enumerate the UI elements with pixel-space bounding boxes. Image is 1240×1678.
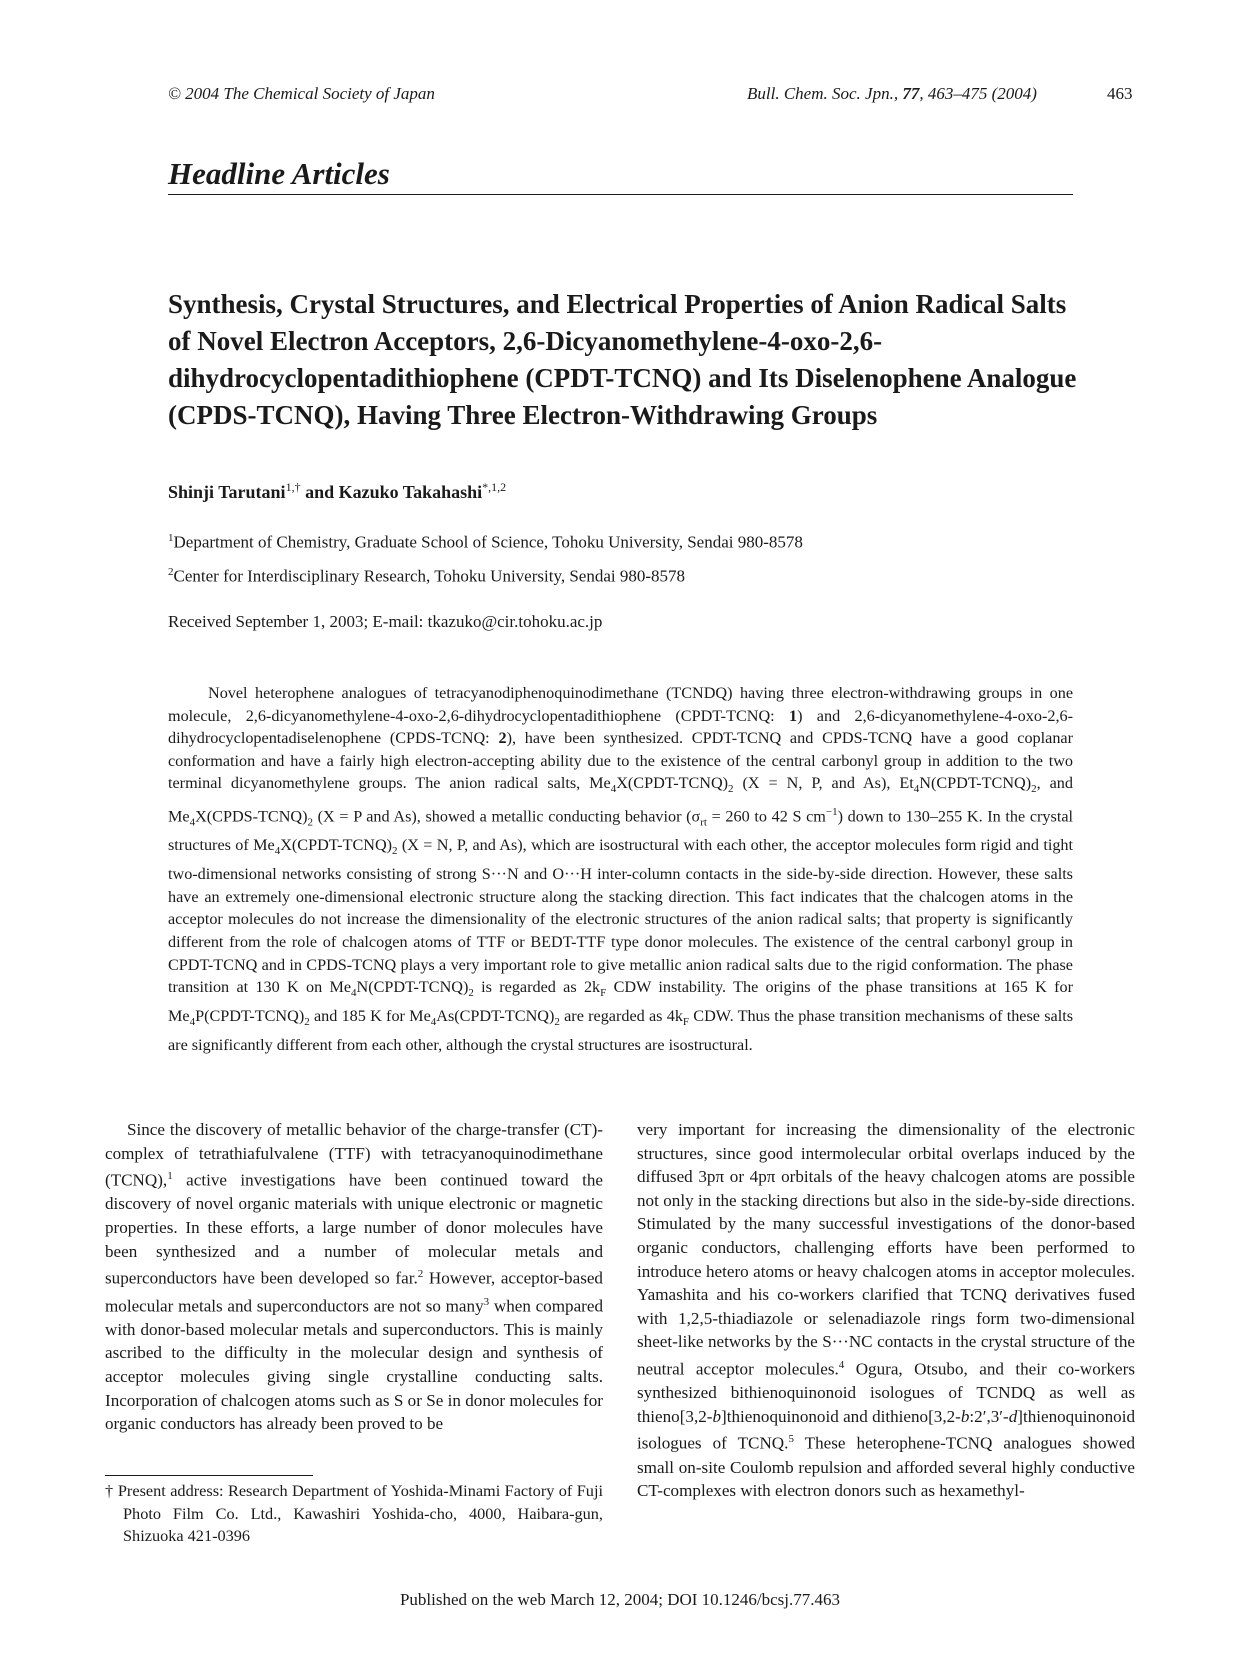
publication-doi-line: Published on the web March 12, 2004; DOI 10.1246/bcsj.77.463 <box>399 1590 841 1609</box>
page-number: 463 <box>1107 84 1133 103</box>
abstract: Novel heterophene analogues of tetracyanodiphenoquinodimethane (TCNDQ) having three electron-withdrawing groups in one molecule, 2,6-dicyanomethylene-4-oxo-2,6-dihydrocyclopentadithiophene (CPDT-TCNQ: 1) and 2,6-dicyanomethylene-4-oxo-2,6-dihydrocyclopentadiselenophene (CPDS-TCNQ: 2), have been synthesized. CPDT-TCNQ and CPDS-TCNQ have a good coplanar conformation and have a fairly high electron-accepting ability due to the existence of the central carbonyl group in addition to the two terminal dicyanomethylene groups. The anion radical salts, $Me_4X(CPDT-TCNQ)_2$ (X = N, P, and As), $Et_4N(CPDT-TCNQ)_2$, and $Me_4X(CPDS-TCNQ)_2$ (X = P and As), showed a metallic conducting behavior ($\sigma_{rt} = 260$ to 42 S $cm^{-1}$) down to 130–255 K. In the crystal structures of $Me_4X(CPDT-TCNQ)_2$ (X = N, P, and As), which are isostructural with each other, the acceptor molecules form rigid and tight two-dimensional networks consisting of strong S···N and O···H inter-column contacts in the side-by-side direction. However, these salts have an extremely one-dimensional electronic structure along the stacking direction. This fact indicates that the chalcogen atoms in the acceptor molecules do not increase the dimensionality of the electronic structures of the anion radical salts; that property is significantly different from the role of chalcogen atoms of TTF or BEDT-TTF type donor molecules. The existence of the central carbonyl group in CPDT-TCNQ and in CPDS-TCNQ plays a very important role to give metallic anion radical salts due to the rigid conformation. The phase transition at 130 K on $Me_4N(CPDT-TCNQ)_2$ is regarded as $2k_F$ CDW instability. The origins of the phase transitions at 165 K for $Me_4P(CPDT-TCNQ)_2$ and 185 K for $Me_4As(CPDT-TCNQ)_2$ are regarded as $4k_F$ CDW. Thus the phase transition mechanisms of these salts are significantly different from each other, although the crystal structures are isostructural. <box>168 684 1074 1054</box>
footnote: † Present address: Research Department of Yoshida-Minami Factory of Fuji Photo Film Co. Ltd., Kawashiri Yoshida-cho, 4000, Haibara-gun, Shizuoka 421-0396 <box>105 1481 603 1546</box>
affiliation-1: $^1$Department of Chemistry, Graduate School of Science, Tohoku University, Sendai 980-8578 <box>168 532 803 552</box>
author-list: Shinji Tarutani$^{1,\dagger}$ and Kazuko Takahashi$^{*,1,2}$ <box>168 480 507 502</box>
received-date-email: Received September 1, 2003; E-mail: tkazuko@cir.tohoku.ac.jp <box>168 612 603 631</box>
journal-citation: Bull. Chem. Soc. Jpn., 77, 463–475 (2004) <box>747 84 1037 103</box>
copyright-notice: © 2004 The Chemical Society of Japan <box>168 84 435 103</box>
body-column-left: Since the discovery of metallic behavior of the charge-transfer (CT)-complex of tetrathiafulvalene (TTF) with tetracyanoquinodimethane (TCNQ),$^1$ active investigations have been continued toward the discovery of novel organic materials with unique electronic or magnetic properties. In these efforts, a large number of donor molecules have been synthesized and a number of molecular metals and superconductors have been developed so far.$^2$ However, acceptor-based molecular metals and superconductors are not so many$^3$ when compared with donor-based molecular metals and superconductors. This is mainly ascribed to the difficulty in the molecular design and synthesis of acceptor molecules giving single crystalline conducting salts. Incorporation of chalcogen atoms such as S or Se in donor molecules for organic conductors has already been proved to be <box>105 1120 603 1434</box>
article-title: Synthesis, Crystal Structures, and Electrical Properties of Anion Radical Salts of Novel Electron Acceptors, 2,6-Dicyanomethylene-4-oxo-2,6-dihydrocyclopentadithiophene (CPDT-TCNQ) and Its Diselenophene Analogue (CPDS-TCNQ), Having Three Electron-Withdrawing Groups <box>168 289 1077 430</box>
body-column-right: very important for increasing the dimensionality of the electronic structures, since good intermolecular orbital overlaps induced by the diffused 3pπ or 4pπ orbitals of the heavy chalcogen atoms are possible not only in the stacking directions but also in the side-by-side directions. Stimulated by the many successful investigations of the donor-based organic conductors, challenging efforts have been performed to introduce hetero atoms or heavy chalcogen atoms in acceptor molecules. Yamashita and his co-workers clarified that TCNQ derivatives fused with 1,2,5-thiadiazole or selenadiazole rings form two-dimensional sheet-like networks by the S···NC contacts in the crystal structure of the neutral acceptor molecules.$^4$ Ogura, Otsubo, and their co-workers synthesized bithienoquinonoid isologues of TCNDQ as well as thieno[3,2-b]thienoquinonoid and dithieno[3,2-b:2′,3′-d]thienoquinonoid isologues of TCNQ.$^5$ These heterophene-TCNQ analogues showed small on-site Coulomb repulsion and afforded several highly conductive CT-complexes with electron donors such as hexamethyl- <box>637 1120 1135 1501</box>
section-heading: Headline Articles <box>168 156 1073 195</box>
affiliation-2: $^2$Center for Interdisciplinary Research, Tohoku University, Sendai 980-8578 <box>168 566 686 586</box>
footnote-rule <box>105 1475 313 1476</box>
